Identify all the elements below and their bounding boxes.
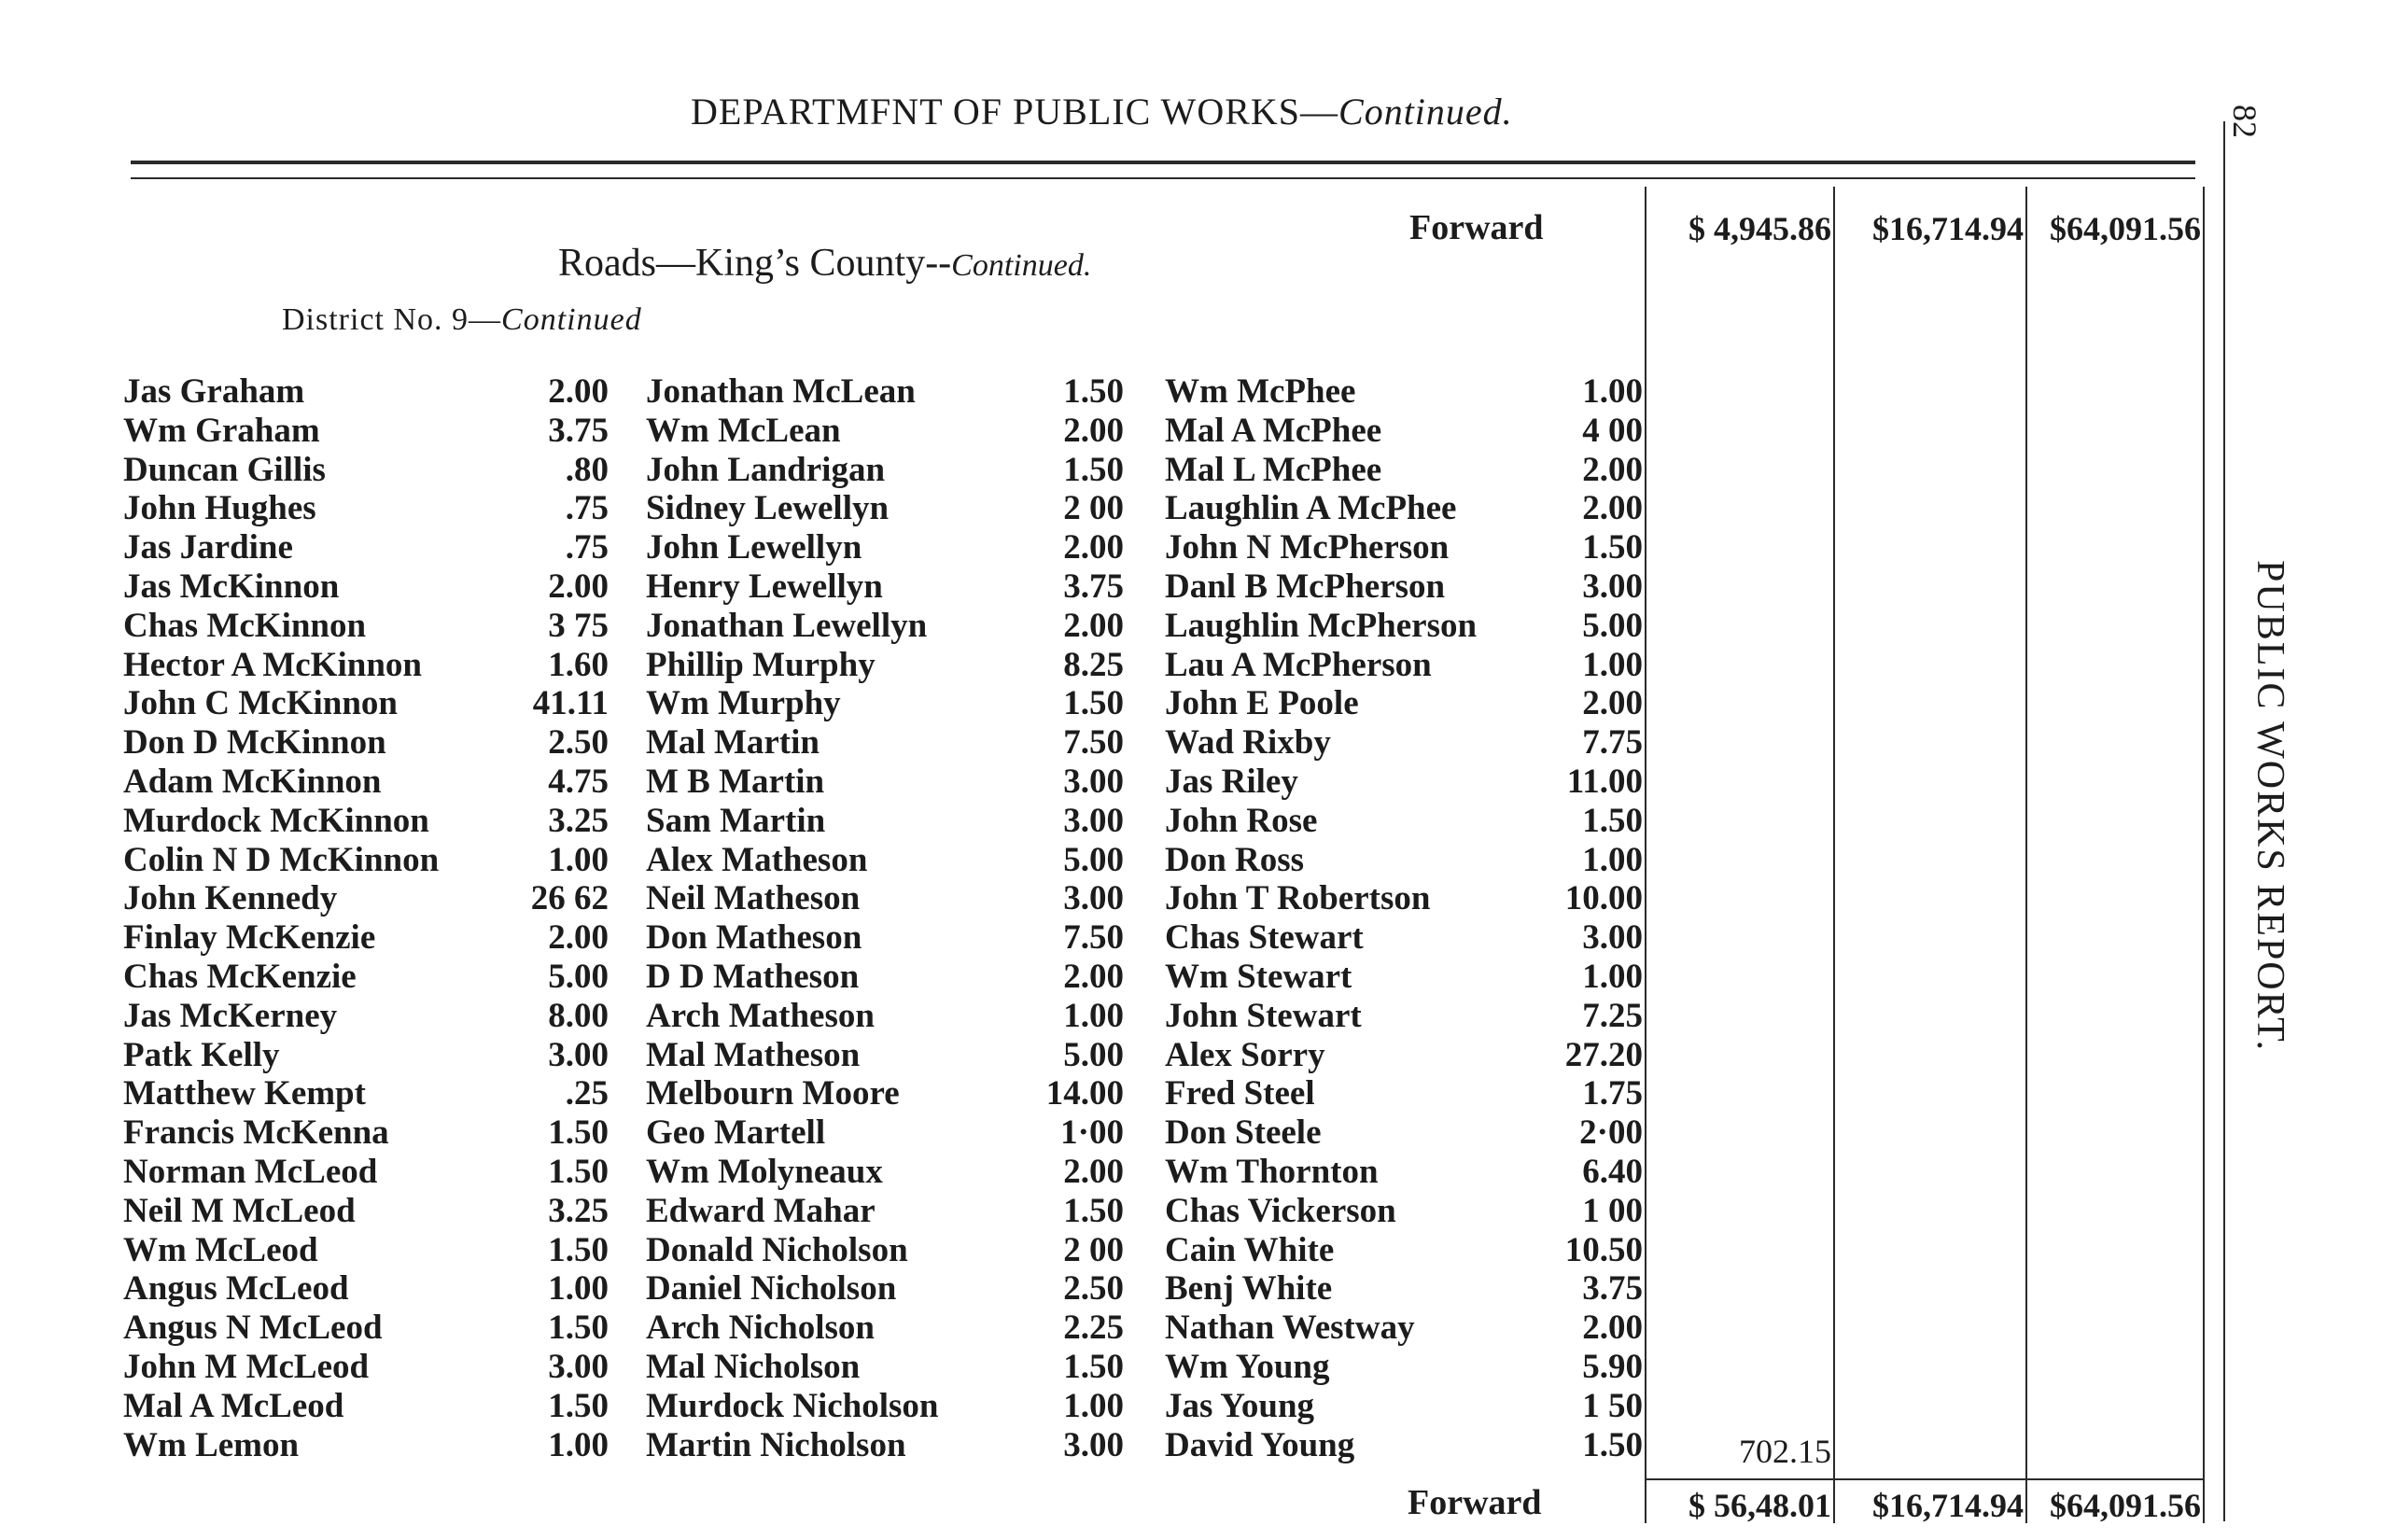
payment-amount: 1.50: [1063, 1191, 1124, 1230]
payment-amount: 1.50: [1582, 1425, 1643, 1464]
payee-name: Fred Steel: [1165, 1074, 1315, 1113]
ledger-row: [123, 840, 609, 879]
payment-amount: .80: [565, 450, 609, 489]
payment-amount: 1·00: [1060, 1113, 1124, 1153]
ledger-row: [646, 1073, 1124, 1113]
payment-amount: 5.00: [1063, 840, 1124, 879]
ledger-row: [123, 1191, 609, 1230]
payment-amount: 7.50: [1063, 918, 1124, 958]
ledger-row: [646, 1347, 1124, 1386]
payee-name: Duncan Gillis: [123, 450, 326, 489]
forward-top-rule: [1645, 1478, 2205, 1480]
payee-name: David Young: [1165, 1425, 1355, 1464]
running-head: [691, 90, 1513, 133]
payee-name: Mal A McPhee: [1165, 411, 1382, 450]
payment-amount: .75: [565, 489, 609, 528]
ledger-row: [646, 840, 1124, 879]
payee-name: Phillip Murphy: [646, 645, 876, 684]
payment-amount: 1.00: [1582, 957, 1643, 996]
payee-name: John Kennedy: [123, 879, 338, 918]
right-margin-rule: [2223, 121, 2225, 1521]
ledger-row: [1165, 1152, 1643, 1191]
payee-name: Jonathan Lewellyn: [646, 606, 928, 645]
payee-name: Jas Graham: [123, 372, 305, 411]
ledger-row: [123, 996, 609, 1035]
payee-name: Jas McKerney: [123, 996, 338, 1035]
payee-name: Laughlin A McPhee: [1165, 489, 1457, 528]
ledger-row: [1165, 1268, 1643, 1308]
payment-amount: 1.50: [1063, 1347, 1124, 1386]
payment-amount: 2.00: [548, 372, 609, 411]
payment-amount: 1.50: [1582, 801, 1643, 840]
payment-amount: 7.25: [1582, 996, 1643, 1035]
payee-name: Jas Young: [1165, 1386, 1315, 1425]
ledger-row: [1165, 1347, 1643, 1386]
ledger-row: [1165, 567, 1643, 606]
forward-bottom-col1: $ 56,48.01: [1688, 1487, 1831, 1524]
district-title-continued: Continued: [501, 302, 642, 337]
ledger-row: [123, 1073, 609, 1113]
payee-name: Chas McKinnon: [123, 606, 367, 645]
payee-name: Geo Martell: [646, 1113, 826, 1153]
running-head-continued: Continued.: [1338, 91, 1513, 133]
payment-amount: 2.25: [1063, 1309, 1124, 1348]
payee-name: Wad Rixby: [1165, 723, 1331, 763]
payee-name: Laughlin McPherson: [1165, 606, 1478, 645]
payee-name: Colin N D McKinnon: [123, 840, 440, 879]
payment-amount: 2.50: [548, 723, 609, 763]
payee-name: Wm McLean: [646, 411, 841, 450]
payee-name: Henry Lewellyn: [646, 567, 883, 606]
ledger-row: [1165, 762, 1643, 801]
forward-bottom-col2: $16,714.94: [1872, 1487, 2024, 1524]
ledger-row: [1165, 996, 1643, 1035]
ledger-row: [123, 957, 609, 996]
payment-amount: 2.00: [1063, 411, 1124, 450]
payment-amount: 1.00: [548, 840, 609, 879]
ledger-row: [646, 1191, 1124, 1230]
payee-name: Francis McKenna: [123, 1113, 389, 1153]
payment-amount: 1.50: [1063, 450, 1124, 489]
ledger-row: [646, 1230, 1124, 1269]
ledger-row: [646, 371, 1124, 411]
payment-amount: 1.50: [1582, 528, 1643, 567]
payee-name: Jas Riley: [1165, 762, 1298, 801]
payee-name: Arch Matheson: [646, 996, 875, 1035]
payment-amount: 10.00: [1564, 879, 1643, 918]
payment-amount: 4 00: [1582, 411, 1643, 450]
ledger-row: [1165, 1073, 1643, 1113]
payee-name: Lau A McPherson: [1165, 645, 1432, 684]
payment-amount: 2.00: [1582, 450, 1643, 489]
payment-amount: 4.75: [548, 762, 609, 801]
payee-name: Chas Vickerson: [1165, 1191, 1396, 1230]
ledger-row: [1165, 957, 1643, 996]
payee-name: John C McKinnon: [123, 684, 399, 723]
payment-amount: 1.00: [1063, 996, 1124, 1035]
header-rule-thin: [131, 177, 2195, 179]
forward-top-label: Forward: [1409, 208, 1544, 247]
payee-name: Don D McKinnon: [123, 723, 386, 763]
payment-amount: 3.00: [1582, 918, 1643, 958]
payee-name: Benj White: [1165, 1269, 1333, 1309]
ledger-row: [1165, 722, 1643, 762]
payment-amount: 2.00: [1582, 1309, 1643, 1348]
ledger-row: [646, 1113, 1124, 1152]
payee-name: John T Robertson: [1165, 879, 1431, 918]
payee-name: Edward Mahar: [646, 1191, 876, 1230]
payment-amount: 6.40: [1582, 1152, 1643, 1191]
ledger-row: [123, 527, 609, 567]
ledger-row: [1165, 411, 1643, 450]
side-header: PUBLIC WORKS REPORT.: [2249, 560, 2291, 1053]
ledger-row: [646, 527, 1124, 567]
ledger-row: [1165, 606, 1643, 645]
ledger-row: [646, 1386, 1124, 1425]
payment-amount: 41.11: [532, 684, 609, 723]
payment-amount: 3.00: [548, 1347, 609, 1386]
payee-name: Wm McPhee: [1165, 372, 1356, 411]
payment-amount: 2.00: [548, 918, 609, 958]
ledger-row: [123, 450, 609, 489]
payment-amount: 5.90: [1582, 1347, 1643, 1386]
ledger-row: [646, 762, 1124, 801]
payment-amount: 1.50: [548, 1386, 609, 1425]
ledger-row: [123, 1230, 609, 1269]
payment-amount: 1.50: [548, 1113, 609, 1153]
payment-amount: 2 00: [1063, 489, 1124, 528]
payee-name: John Lewellyn: [646, 528, 862, 567]
forward-top-col1: $ 4,945.86: [1688, 210, 1831, 247]
payee-name: Alex Matheson: [646, 840, 868, 879]
ledger-row: [646, 801, 1124, 840]
ledger-row: [123, 411, 609, 450]
money-column-rule-4: [2203, 187, 2205, 1523]
ledger-row: [646, 606, 1124, 645]
payment-amount: 3.00: [1063, 1425, 1124, 1464]
payment-amount: 5.00: [1582, 606, 1643, 645]
payee-name: Nathan Westway: [1165, 1309, 1415, 1348]
payment-amount: 8.00: [548, 996, 609, 1035]
ledger-row: [123, 1347, 609, 1386]
ledger-column-2: [646, 371, 1124, 1463]
payee-name: Neil Matheson: [646, 879, 861, 918]
ledger-row: [123, 488, 609, 527]
payment-amount: 2.00: [1582, 489, 1643, 528]
district-title-text: District No. 9—: [282, 302, 502, 337]
payment-amount: 1 00: [1582, 1191, 1643, 1230]
payment-amount: 3.00: [1063, 801, 1124, 840]
ledger-row: [646, 683, 1124, 722]
forward-top-col3: $64,091.56: [2050, 210, 2201, 247]
ledger-row: [646, 450, 1124, 489]
payment-amount: 1.60: [548, 645, 609, 684]
payee-name: Wm McLeod: [123, 1230, 318, 1269]
payee-name: Wm Molyneaux: [646, 1152, 883, 1191]
ledger-row: [646, 996, 1124, 1035]
ledger-row: [123, 1425, 609, 1464]
payment-amount: 7.50: [1063, 723, 1124, 763]
payment-amount: 1.50: [548, 1152, 609, 1191]
section-title: [558, 241, 1091, 286]
ledger-row: [646, 411, 1124, 450]
header-rule-thick: [131, 161, 2195, 164]
payment-amount: 1.50: [548, 1230, 609, 1269]
payee-name: Don Matheson: [646, 918, 862, 958]
payee-name: Melbourn Moore: [646, 1074, 900, 1113]
payment-amount: 2.00: [1063, 1152, 1124, 1191]
payment-amount: 3.75: [1582, 1269, 1643, 1309]
payee-name: John N McPherson: [1165, 528, 1450, 567]
payee-name: Patk Kelly: [123, 1035, 280, 1074]
ledger-row: [1165, 1191, 1643, 1230]
payee-name: M B Martin: [646, 762, 825, 801]
ledger-row: [123, 1152, 609, 1191]
payee-name: Angus McLeod: [123, 1269, 349, 1309]
payee-name: Finlay McKenzie: [123, 918, 376, 958]
payee-name: D D Matheson: [646, 957, 860, 996]
payment-amount: 1.50: [548, 1309, 609, 1348]
money-column-rule-2: [1833, 187, 1835, 1523]
payee-name: Mal A McLeod: [123, 1386, 344, 1425]
ledger-row: [1165, 1308, 1643, 1347]
payment-amount: 1.00: [548, 1425, 609, 1464]
payee-name: Sam Martin: [646, 801, 826, 840]
payment-amount: 2.50: [1063, 1269, 1124, 1309]
ledger-row: [646, 957, 1124, 996]
ledger-row: [123, 371, 609, 411]
payment-amount: 3.00: [1582, 567, 1643, 606]
ledger-row: [1165, 878, 1643, 917]
payee-name: Jonathan McLean: [646, 372, 916, 411]
payee-name: Daniel Nicholson: [646, 1269, 897, 1309]
ledger-row: [646, 722, 1124, 762]
ledger-row: [123, 606, 609, 645]
payment-amount: 2.00: [1063, 957, 1124, 996]
payee-name: Mal Matheson: [646, 1035, 861, 1074]
payee-name: Mal Nicholson: [646, 1347, 861, 1386]
payment-amount: 2.00: [1063, 528, 1124, 567]
payment-amount: 26 62: [530, 879, 609, 918]
ledger-row: [646, 1268, 1124, 1308]
ledger-row: [1165, 1113, 1643, 1152]
ledger-row: [123, 1113, 609, 1152]
payment-amount: 1.75: [1582, 1074, 1643, 1113]
district-subtotal: 702.15: [1739, 1433, 1831, 1470]
payee-name: Wm Thornton: [1165, 1152, 1379, 1191]
payee-name: Wm Young: [1165, 1347, 1330, 1386]
payment-amount: 14.00: [1045, 1074, 1124, 1113]
ledger-row: [1165, 450, 1643, 489]
payee-name: Wm Lemon: [123, 1425, 300, 1464]
ledger-row: [646, 488, 1124, 527]
ledger-row: [646, 1308, 1124, 1347]
payee-name: Chas McKenzie: [123, 957, 357, 996]
ledger-row: [1165, 683, 1643, 722]
payment-amount: 3.75: [1063, 567, 1124, 606]
ledger-row: [1165, 1386, 1643, 1425]
payee-name: Neil M McLeod: [123, 1191, 356, 1230]
ledger-row: [646, 567, 1124, 606]
payee-name: John M McLeod: [123, 1347, 370, 1386]
payment-amount: 2.00: [548, 567, 609, 606]
payee-name: Murdock McKinnon: [123, 801, 429, 840]
forward-bottom-col3: $64,091.56: [2050, 1487, 2201, 1524]
payee-name: Arch Nicholson: [646, 1309, 875, 1348]
ledger-column-1: [123, 371, 609, 1463]
payment-amount: 2.00: [1582, 684, 1643, 723]
ledger-row: [1165, 840, 1643, 879]
ledger-row: [1165, 488, 1643, 527]
payee-name: Matthew Kempt: [123, 1074, 366, 1113]
payment-amount: .25: [565, 1074, 609, 1113]
ledger-row: [123, 567, 609, 606]
ledger-row: [1165, 1425, 1643, 1464]
payment-amount: 1.50: [1063, 684, 1124, 723]
payee-name: Adam McKinnon: [123, 762, 382, 801]
payee-name: Mal Martin: [646, 723, 820, 763]
ledger-row: [123, 722, 609, 762]
ledger-row: [646, 1152, 1124, 1191]
payment-amount: 3.25: [548, 1191, 609, 1230]
payment-amount: 3.00: [1063, 762, 1124, 801]
payment-amount: 5.00: [1063, 1035, 1124, 1074]
payee-name: Jas McKinnon: [123, 567, 340, 606]
ledger-row: [123, 683, 609, 722]
payee-name: Hector A McKinnon: [123, 645, 422, 684]
payee-name: Donald Nicholson: [646, 1230, 908, 1269]
ledger-row: [123, 801, 609, 840]
payment-amount: 1.00: [1063, 1386, 1124, 1425]
ledger-row: [123, 1386, 609, 1425]
section-title-continued: Continued.: [951, 248, 1092, 283]
payee-name: Murdock Nicholson: [646, 1386, 939, 1425]
ledger-row: [123, 917, 609, 957]
payee-name: Don Steele: [1165, 1113, 1322, 1153]
payee-name: John Landrigan: [646, 450, 886, 489]
payee-name: John Rose: [1165, 801, 1318, 840]
payment-amount: 27.20: [1564, 1035, 1643, 1074]
payment-amount: 1.00: [548, 1269, 609, 1309]
payment-amount: 1 50: [1582, 1386, 1643, 1425]
payment-amount: 3.00: [548, 1035, 609, 1074]
payee-name: John E Poole: [1165, 684, 1359, 723]
payment-amount: 3 75: [548, 606, 609, 645]
payee-name: Wm Stewart: [1165, 957, 1352, 996]
ledger-row: [646, 917, 1124, 957]
money-column-rule-1: [1645, 187, 1646, 1523]
ledger-row: [646, 1035, 1124, 1074]
payee-name: Cain White: [1165, 1230, 1335, 1269]
payment-amount: .75: [565, 528, 609, 567]
ledger-row: [646, 1425, 1124, 1464]
payment-amount: 1.00: [1582, 645, 1643, 684]
ledger-row: [1165, 801, 1643, 840]
payment-amount: 3.75: [548, 411, 609, 450]
ledger-row: [123, 1308, 609, 1347]
payment-amount: 11.00: [1566, 762, 1643, 801]
payee-name: Angus N McLeod: [123, 1309, 383, 1348]
ledger-row: [1165, 645, 1643, 684]
running-head-title: DEPARTMFNT OF PUBLIC WORKS—: [691, 91, 1339, 133]
money-column-rule-3: [2025, 187, 2027, 1523]
payment-amount: 2.00: [1063, 606, 1124, 645]
payee-name: Don Ross: [1165, 840, 1305, 879]
payment-amount: 3.00: [1063, 879, 1124, 918]
forward-top-col2: $16,714.94: [1872, 210, 2024, 247]
ledger-row: [123, 1268, 609, 1308]
payee-name: John Stewart: [1165, 996, 1362, 1035]
payee-name: Danl B McPherson: [1165, 567, 1446, 606]
ledger-row: [1165, 371, 1643, 411]
district-title: [282, 302, 642, 338]
payment-amount: 2·00: [1579, 1113, 1643, 1153]
payee-name: Alex Sorry: [1165, 1035, 1325, 1074]
ledger-row: [123, 645, 609, 684]
payment-amount: 1.00: [1582, 372, 1643, 411]
page-number: 82: [2226, 105, 2263, 138]
payment-amount: 3.25: [548, 801, 609, 840]
ledger-row: [1165, 917, 1643, 957]
payee-name: Sidney Lewellyn: [646, 489, 890, 528]
payee-name: Wm Murphy: [646, 684, 841, 723]
ledger-column-3: [1165, 371, 1643, 1463]
payment-amount: 1.00: [1582, 840, 1643, 879]
payment-amount: 8.25: [1063, 645, 1124, 684]
payment-amount: 1.50: [1063, 372, 1124, 411]
payment-amount: 7.75: [1582, 723, 1643, 763]
ledger-row: [1165, 1035, 1643, 1074]
payment-amount: 5.00: [548, 957, 609, 996]
forward-bottom-label: Forward: [1408, 1483, 1542, 1522]
payee-name: Jas Jardine: [123, 528, 293, 567]
ledger-row: [646, 878, 1124, 917]
payee-name: John Hughes: [123, 489, 316, 528]
ledger-row: [123, 762, 609, 801]
payee-name: Norman McLeod: [123, 1152, 378, 1191]
payee-name: Martin Nicholson: [646, 1425, 906, 1464]
ledger-row: [1165, 527, 1643, 567]
payee-name: Chas Stewart: [1165, 918, 1364, 958]
ledger-row: [123, 878, 609, 917]
ledger-row: [646, 645, 1124, 684]
payee-name: Mal L McPhee: [1165, 450, 1382, 489]
ledger-row: [1165, 1230, 1643, 1269]
ledger-row: [123, 1035, 609, 1074]
payment-amount: 10.50: [1564, 1230, 1643, 1269]
section-title-text: Roads—King’s County--: [558, 242, 952, 285]
payee-name: Wm Graham: [123, 411, 320, 450]
payment-amount: 2 00: [1063, 1230, 1124, 1269]
